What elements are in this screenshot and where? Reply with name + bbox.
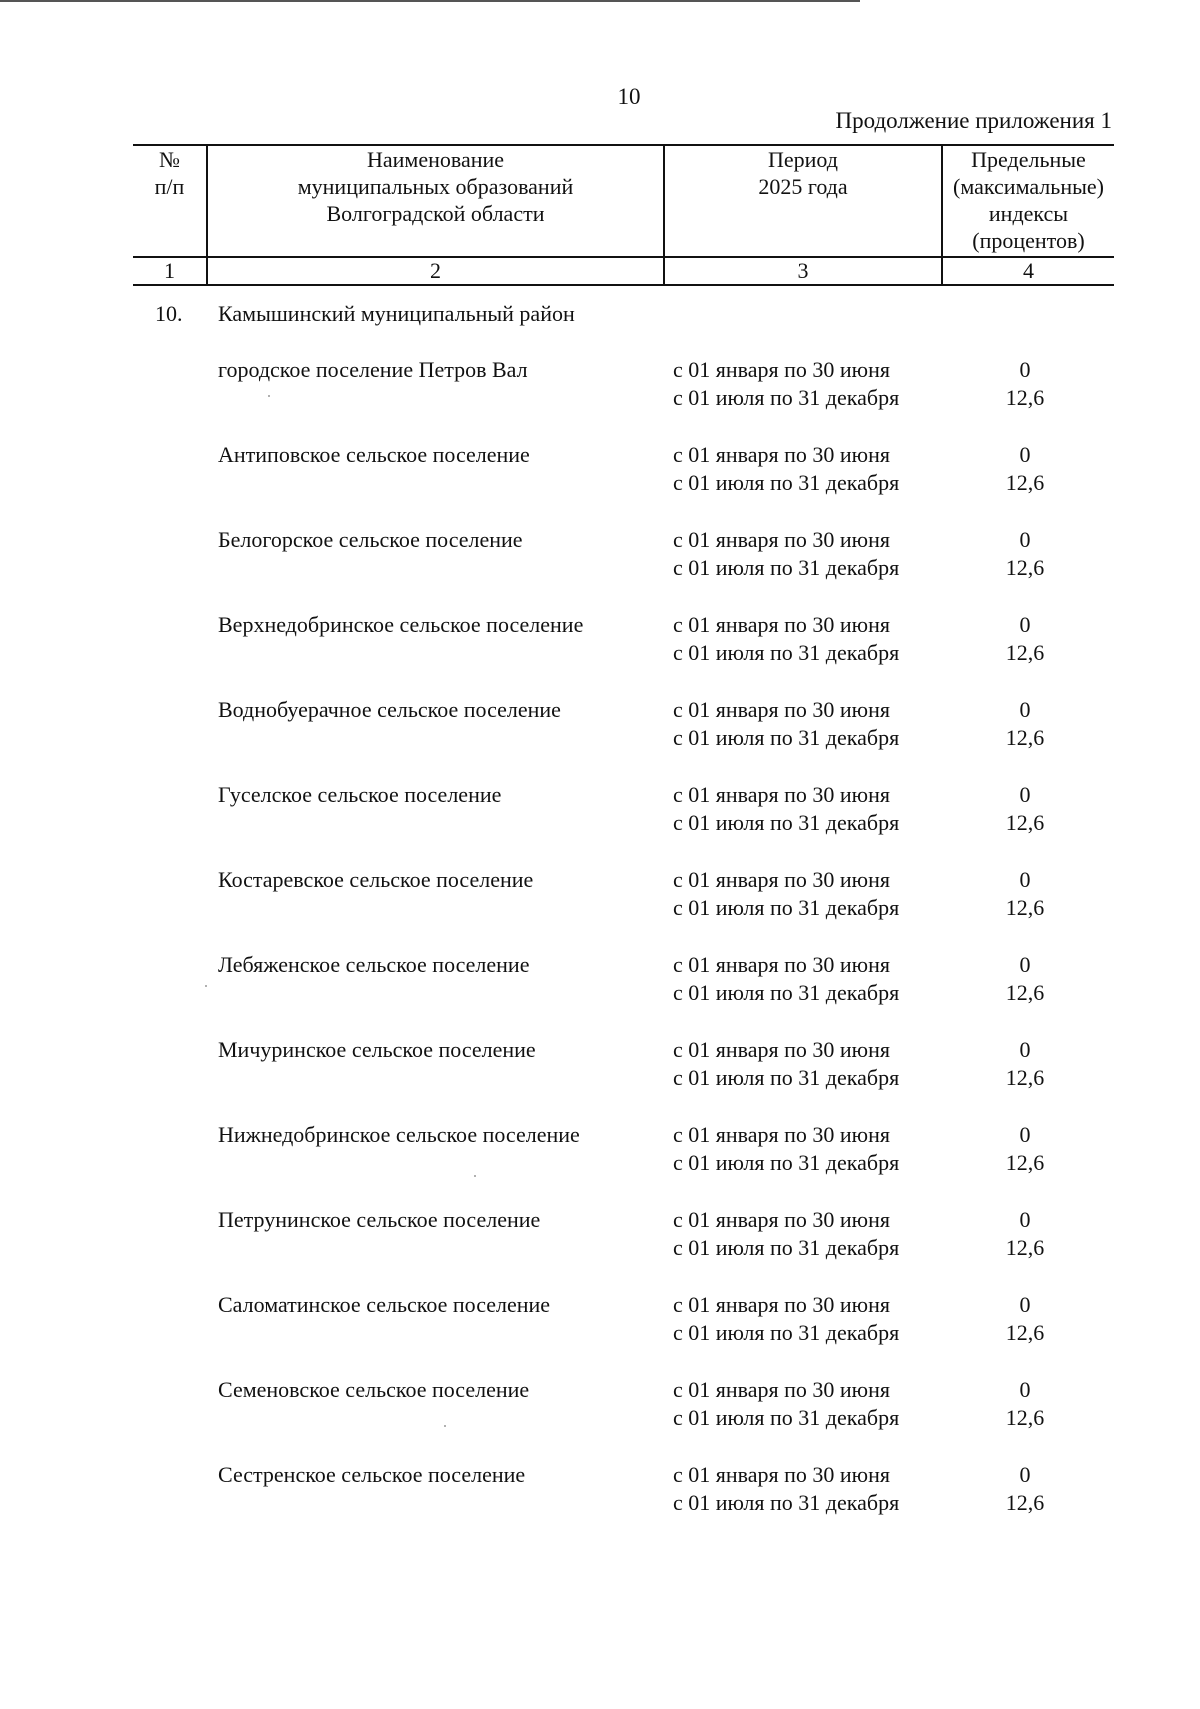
index-first-half: 0 — [1019, 1292, 1031, 1317]
index-first-half: 0 — [1019, 612, 1031, 637]
index-second-half: 12,6 — [1005, 725, 1045, 750]
header-col-index-line-3: индексы — [988, 201, 1069, 226]
scan-speck — [205, 985, 207, 987]
appendix-continuation-note: Продолжение приложения 1 — [835, 108, 1112, 133]
index-first-half: 0 — [1019, 442, 1031, 467]
settlement-name: Гуселское сельское поселение — [218, 782, 502, 807]
settlement-name: Сестренское сельское поселение — [218, 1462, 526, 1487]
index-first-half: 0 — [1019, 782, 1031, 807]
settlement-name: Белогорское сельское поселение — [218, 527, 523, 552]
header-col-index — [943, 146, 1114, 254]
header-col-index-line-4: (процентов) — [972, 228, 1085, 253]
index-first-half: 0 — [1019, 1462, 1031, 1487]
settlement-name: Семеновское сельское поселение — [218, 1377, 530, 1402]
period-second-half: с 01 июля по 31 декабря — [673, 810, 900, 835]
index-second-half: 12,6 — [1005, 385, 1045, 410]
period-first-half: с 01 января по 30 июня — [673, 782, 891, 807]
header-bottom-border — [133, 284, 1114, 286]
period-first-half: с 01 января по 30 июня — [673, 1292, 891, 1317]
index-first-half: 0 — [1019, 1122, 1031, 1147]
period-first-half: с 01 января по 30 июня — [673, 952, 891, 977]
period-second-half: с 01 июля по 31 декабря — [673, 385, 900, 410]
period-first-half: с 01 января по 30 июня — [673, 697, 891, 722]
header-col-name-line-1: Наименование — [366, 147, 505, 172]
index-second-half: 12,6 — [1005, 1235, 1045, 1260]
header-col-period-line-1: Период — [768, 147, 838, 172]
district-number: 10. — [155, 301, 183, 326]
period-first-half: с 01 января по 30 июня — [673, 867, 891, 892]
index-second-half: 12,6 — [1005, 1320, 1045, 1345]
header-col-period-line-2: 2025 года — [758, 174, 848, 199]
settlement-name: Саломатинское сельское поселение — [218, 1292, 551, 1317]
header-col-number-line-1: № — [159, 147, 180, 172]
period-second-half: с 01 июля по 31 декабря — [673, 895, 900, 920]
index-first-half: 0 — [1019, 697, 1031, 722]
settlement-name: Верхнедобринское сельское поселение — [218, 612, 584, 637]
period-first-half: с 01 января по 30 июня — [673, 1122, 891, 1147]
period-second-half: с 01 июля по 31 декабря — [673, 640, 900, 665]
period-first-half: с 01 января по 30 июня — [673, 442, 891, 467]
index-second-half: 12,6 — [1005, 895, 1045, 920]
scan-speck — [268, 395, 270, 397]
scan-speck — [474, 1175, 476, 1177]
period-second-half: с 01 июля по 31 декабря — [673, 1405, 900, 1430]
period-first-half: с 01 января по 30 июня — [673, 1037, 891, 1062]
index-second-half: 12,6 — [1005, 980, 1045, 1005]
settlement-name: Нижнедобринское сельское поселение — [218, 1122, 580, 1147]
column-number-2: 2 — [430, 258, 441, 283]
index-second-half: 12,6 — [1005, 555, 1045, 580]
period-second-half: с 01 июля по 31 декабря — [673, 1065, 900, 1090]
index-second-half: 12,6 — [1005, 1150, 1045, 1175]
settlement-name: Петрунинское сельское поселение — [218, 1207, 541, 1232]
index-second-half: 12,6 — [1005, 1405, 1045, 1430]
index-first-half: 0 — [1019, 527, 1031, 552]
index-first-half: 0 — [1019, 357, 1031, 382]
period-second-half: с 01 июля по 31 декабря — [673, 980, 900, 1005]
scan-edge-line — [0, 0, 860, 2]
district-name: Камышинский муниципальный район — [218, 301, 575, 326]
header-col-number-line-2: п/п — [154, 174, 185, 199]
period-first-half: с 01 января по 30 июня — [673, 1207, 891, 1232]
period-second-half: с 01 июля по 31 декабря — [673, 1235, 900, 1260]
settlement-name: Лебяженское сельское поселение — [218, 952, 530, 977]
header-col-index-line-1: Предельные — [971, 147, 1086, 172]
period-second-half: с 01 июля по 31 декабря — [673, 470, 900, 495]
period-second-half: с 01 июля по 31 декабря — [673, 555, 900, 580]
index-first-half: 0 — [1019, 1377, 1031, 1402]
period-first-half: с 01 января по 30 июня — [673, 1377, 891, 1402]
header-col-name — [208, 146, 663, 227]
period-first-half: с 01 января по 30 июня — [673, 357, 891, 382]
period-first-half: с 01 января по 30 июня — [673, 527, 891, 552]
header-col-number — [133, 146, 206, 200]
column-number-1: 1 — [164, 258, 175, 283]
period-second-half: с 01 июля по 31 декабря — [673, 1490, 900, 1515]
period-second-half: с 01 июля по 31 декабря — [673, 725, 900, 750]
index-first-half: 0 — [1019, 952, 1031, 977]
scan-speck — [444, 1425, 446, 1427]
page-number: 10 — [617, 84, 641, 109]
index-second-half: 12,6 — [1005, 1065, 1045, 1090]
index-first-half: 0 — [1019, 1037, 1031, 1062]
index-second-half: 12,6 — [1005, 640, 1045, 665]
period-second-half: с 01 июля по 31 декабря — [673, 1150, 900, 1175]
header-col-index-line-2: (максимальные) — [953, 174, 1104, 199]
index-first-half: 0 — [1019, 1207, 1031, 1232]
index-second-half: 12,6 — [1005, 1490, 1045, 1515]
period-first-half: с 01 января по 30 июня — [673, 612, 891, 637]
index-second-half: 12,6 — [1005, 810, 1045, 835]
header-col-name-line-2: муниципальных образований — [297, 174, 574, 199]
column-number-4: 4 — [1023, 258, 1034, 283]
period-first-half: с 01 января по 30 июня — [673, 1462, 891, 1487]
settlement-name: Мичуринское сельское поселение — [218, 1037, 536, 1062]
header-col-period — [665, 146, 941, 200]
period-second-half: с 01 июля по 31 декабря — [673, 1320, 900, 1345]
settlement-name: Антиповское сельское поселение — [218, 442, 530, 467]
index-second-half: 12,6 — [1005, 470, 1045, 495]
settlement-name: Костаревское сельское поселение — [218, 867, 534, 892]
index-first-half: 0 — [1019, 867, 1031, 892]
header-col-name-line-3: Волгоградской области — [326, 201, 545, 226]
settlement-name: городское поселение Петров Вал — [218, 357, 528, 382]
settlement-name: Воднобуерачное сельское поселение — [218, 697, 561, 722]
column-number-3: 3 — [797, 258, 809, 283]
